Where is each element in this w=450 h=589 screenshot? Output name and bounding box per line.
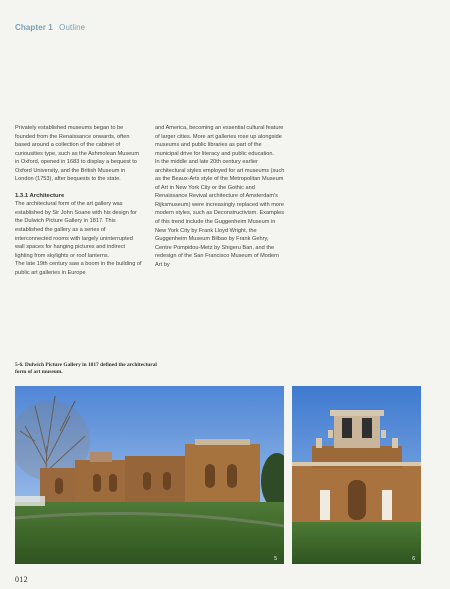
- photo-number: 5: [274, 556, 277, 562]
- paragraph: and America, becoming an essential cultural feature of larger cities. More art galleries rose up alongside museums and public libraries as part of the municipal drive for literacy and public education.: [155, 125, 284, 157]
- text-column-right: [155, 124, 285, 269]
- page-number: 012: [15, 575, 28, 584]
- paragraph: The architectural form of the art gallery was established by Sir John Soane with his design for the Dulwich Picture Gallery in 1817. This established the gallery as a series of interconnected rooms with largely uninterrupted wall spaces for hanging pictures and indirect lighting from skylights or roof lanterns.: [15, 201, 137, 259]
- figure-caption: 5-6. Dulwich Picture Gallery in 1817 defined the architectural form of art museum.: [15, 362, 157, 375]
- photo-number: 6: [412, 556, 415, 562]
- section-heading: 1.3.1 Architecture: [15, 192, 65, 199]
- paragraph: The late 19th century saw a boom in the building of public art galleries in Europe: [15, 261, 142, 276]
- running-header: [15, 23, 85, 32]
- photo-dulwich-gallery-lantern: [292, 386, 421, 564]
- chapter-label: Chapter 1: [15, 23, 53, 32]
- photo-dulwich-gallery-wide: [15, 386, 284, 564]
- paragraph: In the middle and late 20th century earlier architectural styles employed for art museums (such as the Beaux-Arts style of the Metropolitan Museum of Art in New York City or the Gothic and Renaissance Revival architecture of Amsterdam's Rijksmuseum) were increasingly replaced with more modern styles, such as Deconstructivism. Examples of this trend include the Guggenheim Museum in New York City by Frank Lloyd Wright, the Guggenheim Museum Bilbao by Frank Gehry, Centre Pompidou-Metz by Shigeru Ban, and the redesign of the San Francisco Museum of Modern Art by: [155, 159, 285, 268]
- chapter-title: Outline: [59, 23, 86, 32]
- paragraph: Privately established museums began to be founded from the Renaissance onwards, often based around a collection of the cabinet of curiousities type, such as the Ashmolean Museum in Oxford, opened in 1683 to display a bequest to Oxford University, and the British Museum in London (1753), after bequests to the state.: [15, 125, 140, 183]
- text-column-left: [15, 124, 143, 277]
